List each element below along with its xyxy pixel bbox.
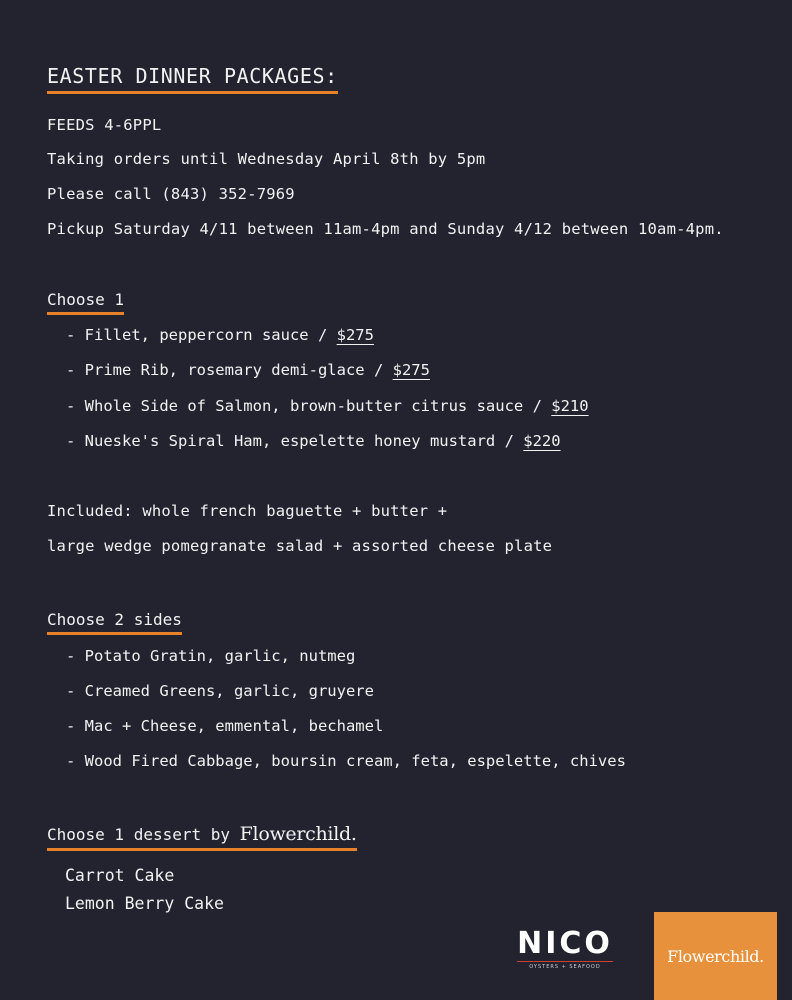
main-price: $275 bbox=[392, 361, 430, 379]
nico-logo-rule bbox=[517, 961, 613, 962]
flowerchild-inline-wordmark: Flowerchild. bbox=[239, 823, 357, 845]
included-line-1: Included: whole french baguette + butter + bbox=[47, 502, 448, 520]
mains-heading: Choose 1 bbox=[47, 290, 124, 315]
dessert-item: Lemon Berry Cake bbox=[65, 894, 224, 913]
main-item: - Fillet, peppercorn sauce / $275 bbox=[66, 326, 374, 344]
info-pickup: Pickup Saturday 4/11 between 11am-4pm and Sunday 4/12 between 10am-4pm. bbox=[47, 220, 724, 238]
info-feeds: FEEDS 4-6PPL bbox=[47, 116, 162, 134]
side-item: - Mac + Cheese, emmental, bechamel bbox=[66, 717, 384, 735]
side-item: - Creamed Greens, garlic, gruyere bbox=[66, 682, 374, 700]
sides-heading: Choose 2 sides bbox=[47, 610, 182, 635]
flowerchild-logo: Flowerchild. bbox=[654, 912, 777, 1000]
dessert-heading: Choose 1 dessert by Flowerchild. bbox=[47, 823, 357, 851]
side-item: - Wood Fired Cabbage, boursin cream, feta, espelette, chives bbox=[66, 752, 626, 770]
main-price: $220 bbox=[523, 432, 561, 450]
page-title: EASTER DINNER PACKAGES: bbox=[47, 64, 338, 94]
dessert-item: Carrot Cake bbox=[65, 866, 175, 885]
main-item: - Whole Side of Salmon, brown-butter citrus sauce / $210 bbox=[66, 397, 589, 415]
nico-logo: NICO OYSTERS + SEAFOOD bbox=[517, 926, 613, 970]
info-order-deadline: Taking orders until Wednesday April 8th by 5pm bbox=[47, 150, 486, 168]
main-price: $275 bbox=[336, 326, 374, 344]
main-item: - Nueske's Spiral Ham, espelette honey mustard / $220 bbox=[66, 432, 561, 450]
side-item: - Potato Gratin, garlic, nutmeg bbox=[66, 647, 356, 665]
main-item: - Prime Rib, rosemary demi-glace / $275 bbox=[66, 361, 430, 379]
main-price: $210 bbox=[551, 397, 589, 415]
info-phone: Please call (843) 352-7969 bbox=[47, 185, 295, 203]
included-line-2: large wedge pomegranate salad + assorted cheese plate bbox=[47, 537, 553, 555]
